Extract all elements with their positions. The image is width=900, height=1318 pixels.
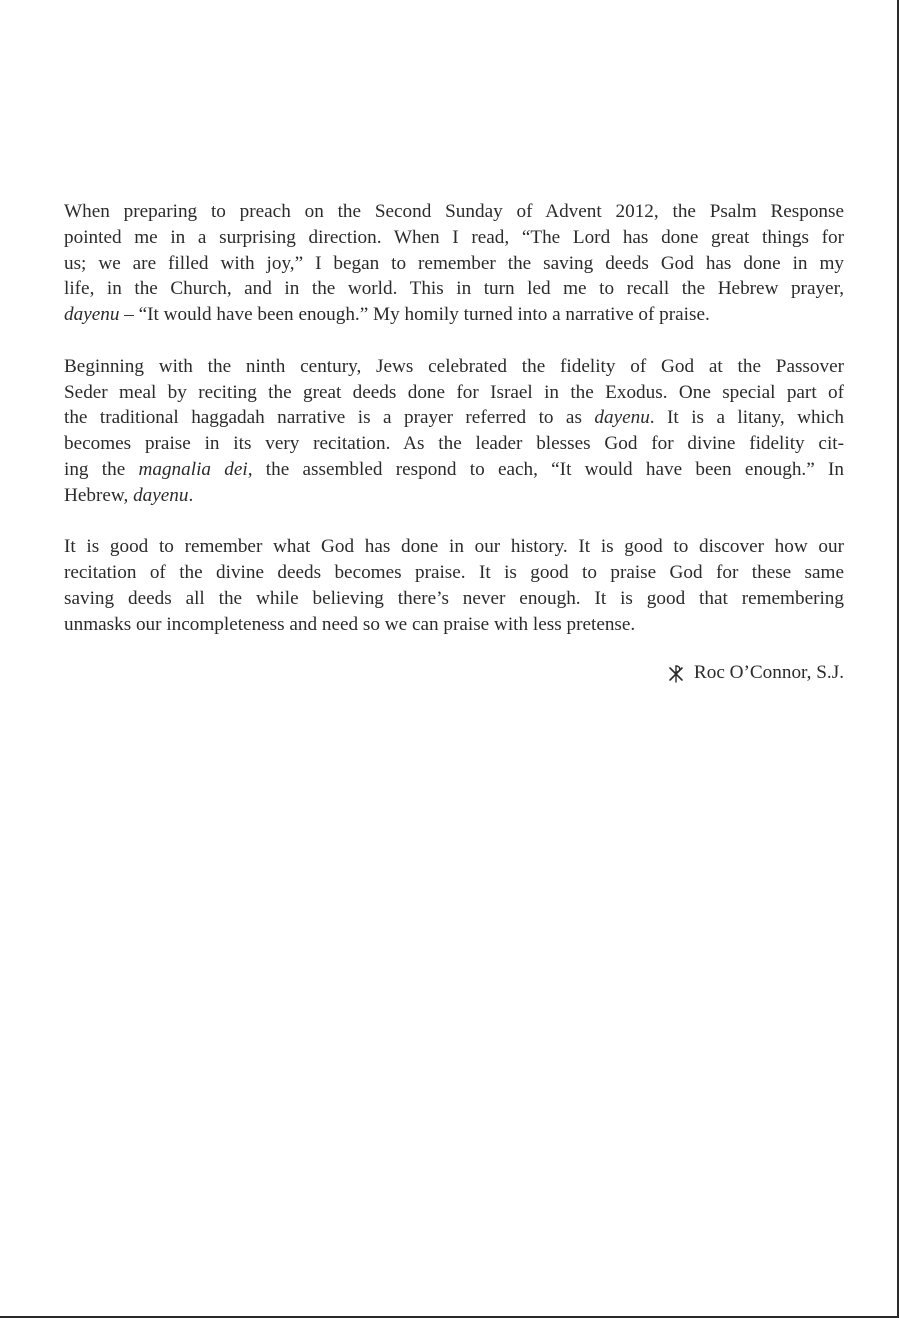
text-segment: It is good to remember what God has done in our history. It is good to discover how our: [64, 536, 844, 558]
text-line: [64, 586, 844, 612]
text-segment: becomes praise in its very recitation. As the leader blesses God for divine fidelity cit-: [64, 433, 844, 455]
text-line: [64, 276, 844, 302]
text-segment: When preparing to preach on the Second Sunday of Advent 2012, the Psalm Response: [64, 201, 844, 222]
text-segment: saving deeds all the while believing there’s never enough. It is good that remembering: [64, 587, 844, 609]
text-line: [64, 431, 844, 457]
italic-term: dayenu: [133, 484, 189, 506]
text-segment: Seder meal by reciting the great deeds done for Israel in the Exodus. One special part of: [64, 381, 844, 403]
text-segment: recitation of the divine deeds becomes praise. It is good to praise God for these same: [64, 562, 844, 584]
text-segment: life, in the Church, and in the world. This in turn led me to recall the Hebrew prayer,: [64, 278, 844, 300]
text-block: [64, 199, 844, 686]
text-line: [64, 483, 844, 509]
text-segment: us; we are filled with joy,” I began to remember the saving deeds God has done in my: [64, 252, 844, 274]
text-segment: .: [188, 484, 194, 506]
text-line: [64, 534, 844, 560]
text-line: [64, 354, 844, 380]
text-segment: – “It would have been enough.” My homily turned into a narrative of praise.: [119, 304, 710, 326]
text-line: [64, 251, 844, 277]
signature: [64, 660, 844, 686]
text-segment: Beginning with the ninth century, Jews celebrated the fidelity of God at the Passover: [64, 355, 844, 377]
text-segment: pointed me in a surprising direction. When I read, “The Lord has done great things for: [64, 226, 844, 248]
text-segment: ing the: [64, 458, 139, 480]
text-segment: the traditional haggadah narrative is a prayer referred to as: [64, 407, 595, 429]
text-line: [64, 457, 844, 483]
text-segment: unmasks our incompleteness and need so we can praise with less pretense.: [64, 613, 636, 635]
text-line: [64, 302, 844, 328]
text-segment: Hebrew,: [64, 484, 134, 506]
text-line: [64, 225, 844, 251]
text-segment: . It is a litany, which: [649, 407, 844, 429]
italic-term: dayenu: [594, 407, 650, 429]
paragraph: [64, 534, 844, 637]
text-line: [64, 612, 844, 638]
italic-term: dayenu: [64, 304, 120, 326]
text-line: [64, 199, 844, 225]
paragraph: [64, 354, 844, 509]
text-segment: , the assembled respond to each, “It would have been enough.” In: [247, 458, 844, 480]
italic-term: magnalia dei: [138, 458, 248, 480]
text-line: [64, 380, 844, 406]
signature-name: Roc O’Connor, S.J.: [693, 662, 844, 684]
paragraphs: [64, 199, 844, 638]
text-line: [64, 560, 844, 586]
text-line: [64, 405, 844, 431]
paragraph: [64, 199, 844, 328]
chi-rho-icon: [666, 664, 686, 684]
